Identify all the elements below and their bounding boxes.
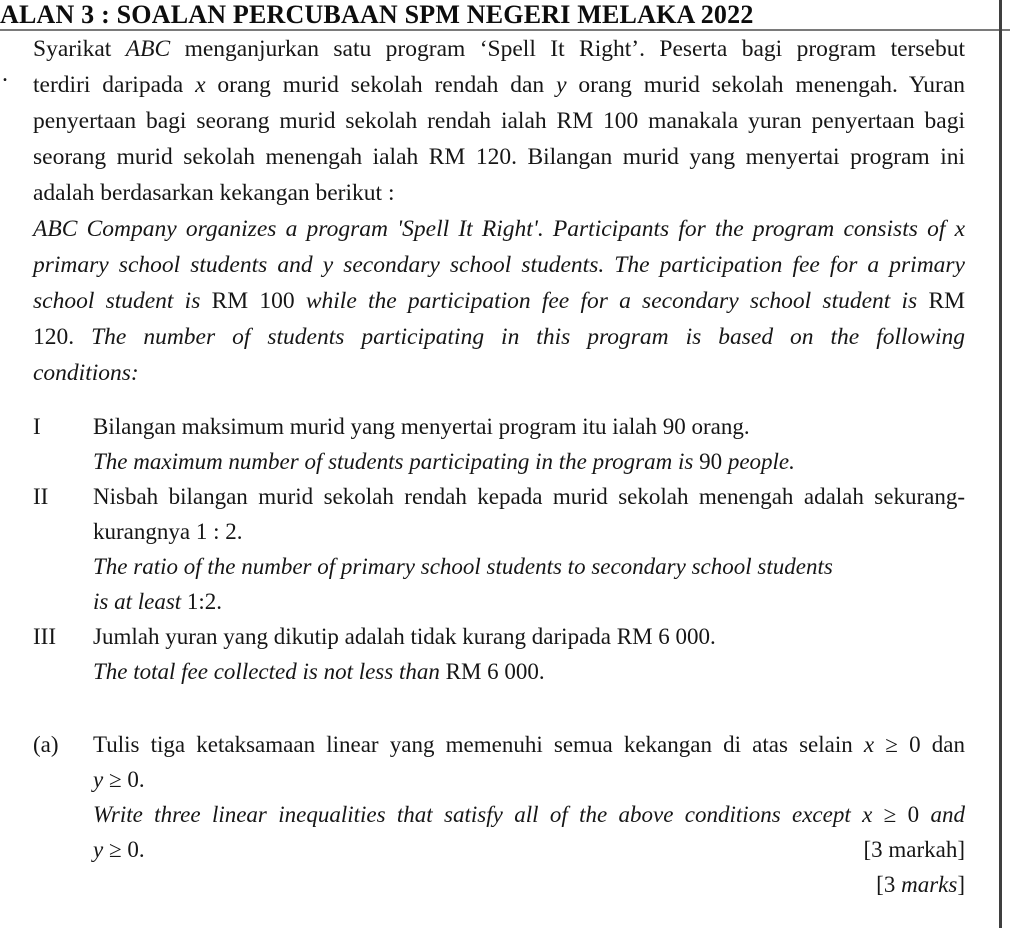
condition-line: kurangnya 1 : 2. [93, 519, 243, 544]
condition-line: Nisbah bilangan murid sekolah rendah kepada murid sekolah menengah adalah sekurang- [93, 484, 965, 509]
condition-numeral: I [33, 414, 41, 439]
condition-numeral: II [33, 484, 49, 509]
condition-line: is at least 1:2. [93, 589, 223, 614]
malay-intro-paragraph [33, 31, 965, 211]
condition-line: Bilangan maksimum murid yang menyertai program itu ialah 90 orang. [93, 414, 750, 439]
marks-label: [3 marks] [876, 872, 965, 897]
condition-line: The maximum number of students participating in the program is 90 people. [93, 449, 795, 474]
part-a-section [33, 727, 965, 902]
paragraph-line: adalah berdasarkan kekangan berikut : [33, 180, 395, 206]
condition-row-3 [33, 619, 965, 689]
condition-row-2 [33, 479, 965, 619]
inequality-y-line: y ≥ 0. [93, 837, 145, 862]
condition-line: Jumlah yuran yang dikutip adalah tidak kurang daripada RM 6 000. [93, 624, 716, 649]
condition-line: The total fee collected is not less than RM 6 000. [93, 659, 545, 684]
inequality-and-markah-row [93, 832, 965, 867]
paragraph-line: 120. The number of students participating in this program is based on the following [33, 324, 965, 350]
condition-numeral: III [33, 624, 56, 649]
paragraph-line: school student is RM 100 while the participation fee for a secondary school student is RM [33, 288, 966, 314]
paragraph-line: Syarikat ABC menganjurkan satu program ‘Spell It Right’. Peserta bagi program tersebut [33, 36, 965, 62]
part-a-line: y ≥ 0. [93, 767, 145, 792]
part-a-line: Write three linear inequalities that satisfy all of the above conditions except x ≥ 0 and [93, 802, 965, 827]
paragraph-line: seorang murid sekolah menengah ialah RM 120. Bilangan murid yang menyertai program ini [33, 144, 965, 170]
paragraph-line: conditions: [33, 360, 139, 386]
question-body [0, 31, 1010, 902]
markah-label: [3 markah] [863, 837, 965, 862]
conditions-list [33, 409, 965, 689]
paragraph-line: terdiri daripada x orang murid sekolah rendah dan y orang murid sekolah menengah. Yuran [33, 72, 965, 98]
paragraph-line: penyertaan bagi seorang murid sekolah rendah ialah RM 100 manakala yuran penyertaan bagi [33, 108, 965, 134]
english-intro-paragraph [33, 211, 965, 391]
paragraph-line: primary school students and y secondary school students. The participation fee for a primary [33, 252, 965, 278]
question-number-fragment: . [2, 61, 8, 87]
part-a-label: (a) [33, 732, 59, 757]
paragraph-line: ABC Company organizes a program 'Spell It Right'. Participants for the program consists of x [33, 216, 965, 242]
part-a-line: Tulis tiga ketaksamaan linear yang memenuhi semua kekangan di atas selain x ≥ 0 dan [93, 732, 965, 757]
condition-row-1 [33, 409, 965, 479]
condition-line: The ratio of the number of primary school students to secondary school students [93, 554, 833, 579]
page-title: ALAN 3 : SOALAN PERCUBAAN SPM NEGERI MELAKA 2022 [0, 0, 1010, 31]
